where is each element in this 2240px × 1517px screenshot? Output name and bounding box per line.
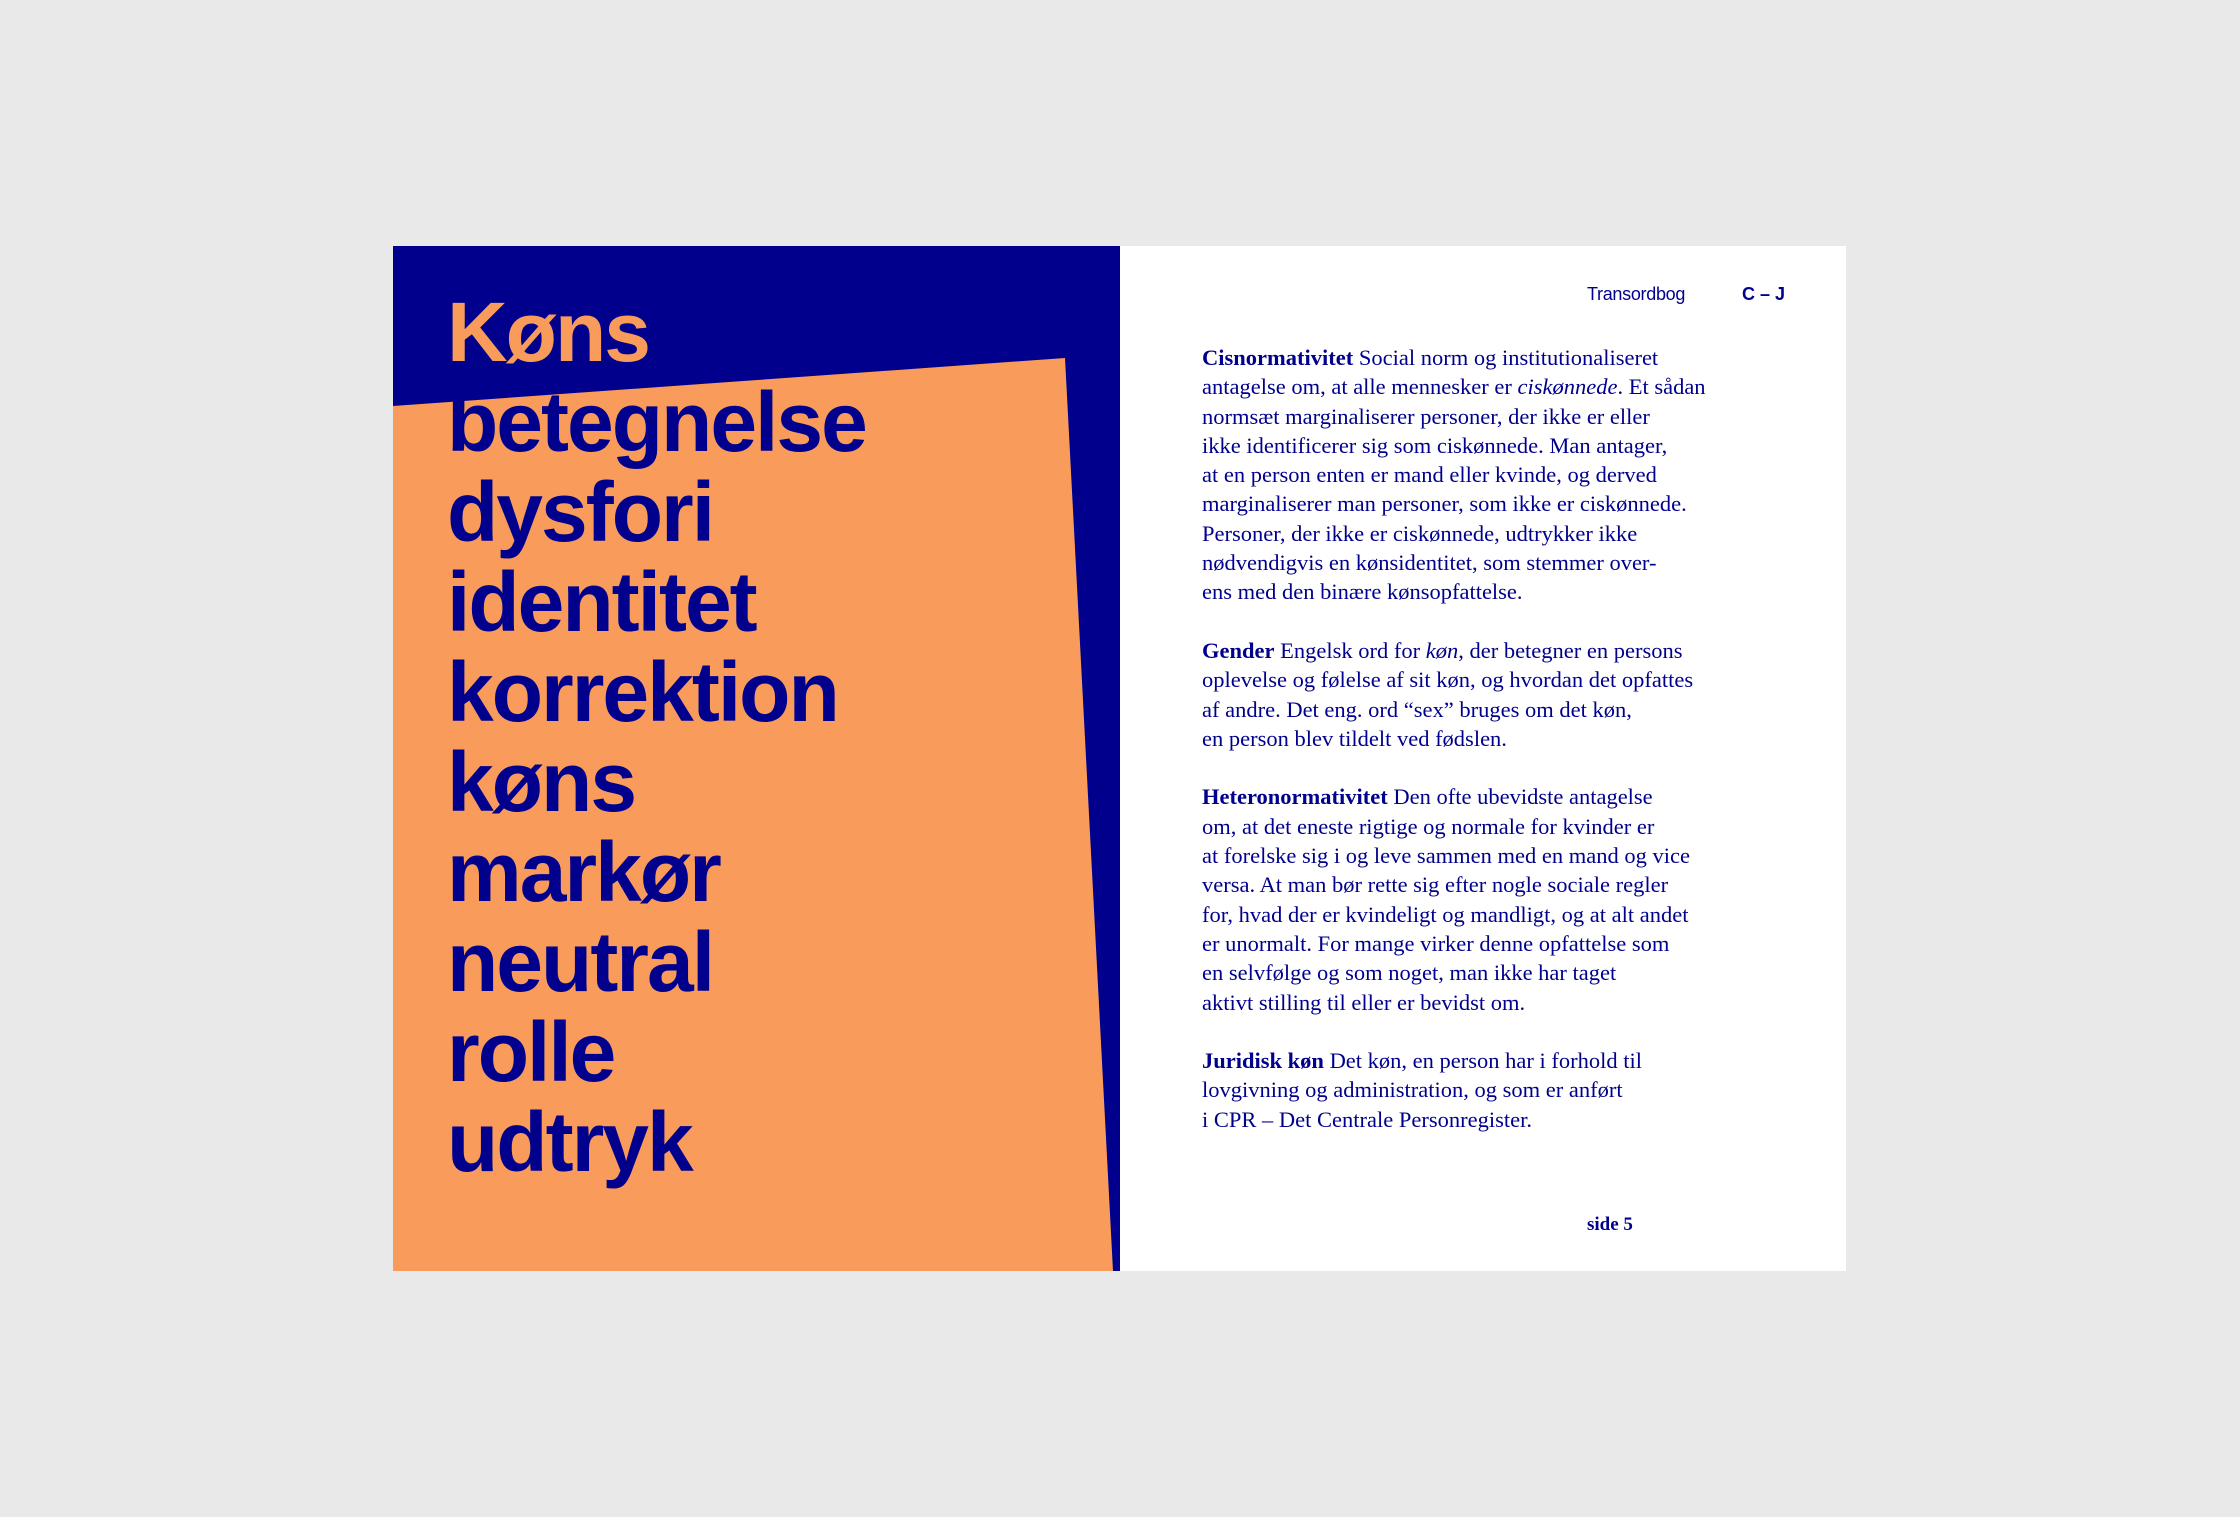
word-udtryk: udtryk <box>447 1095 692 1189</box>
entry-line: versa. At man bør rette sig efter nogle sociale regler <box>1202 872 1669 898</box>
entry-emphasis: ciskønnede <box>1517 374 1618 400</box>
entry-juridisk-kon <box>1202 1046 1802 1134</box>
entry-term: Cisnormativitet <box>1202 345 1354 370</box>
entry-line: en selvfølge og som noget, man ikke har taget <box>1202 960 1617 986</box>
entry-line: normsæt marginaliserer personer, der ikke er eller <box>1202 403 1650 429</box>
entry-line: om, at det eneste rigtige og normale for kvinder er <box>1202 813 1655 839</box>
word-identitet: identitet <box>447 555 756 649</box>
entry-line: nødvendigvis en kønsidentitet, som stemmer over- <box>1202 550 1657 576</box>
entry-term: Juridisk køn <box>1202 1048 1324 1074</box>
entry-text: . Et sådan <box>1617 374 1706 400</box>
entry-line: ikke identificerer sig som ciskønnede. Man antager, <box>1202 432 1668 458</box>
running-head-title: Transordbog <box>1587 284 1686 304</box>
entry-line: marginaliserer man personer, som ikke er ciskønnede. <box>1202 491 1687 517</box>
book-spread <box>393 246 1846 1271</box>
entry-line: lovgivning og administration, og som er anført <box>1202 1077 1623 1103</box>
entry-line: oplevelse og følelse af sit køn, og hvordan det opfattes <box>1202 667 1694 693</box>
running-head-range: C – J <box>1742 284 1786 304</box>
kons-word-list <box>447 287 866 1187</box>
entry-line: at forelske sig i og leve sammen med en mand og vice <box>1202 843 1690 869</box>
entry-line: i CPR – Det Centrale Personregister. <box>1202 1106 1532 1132</box>
entry-text: Den ofte ubevidste antagelse <box>1387 784 1653 810</box>
entry-line <box>1202 782 1802 811</box>
word-betegnelse: betegnelse <box>447 375 866 469</box>
entry-text: Engelsk ord for <box>1274 637 1426 663</box>
entry-line: for, hvad der er kvindeligt og mandligt, og at alt andet <box>1202 901 1689 927</box>
entry-line: er unormalt. For mange virker denne opfattelse som <box>1202 930 1670 956</box>
entry-heteronormativitet <box>1202 782 1802 1016</box>
entry-text: antagelse om, at alle mennesker er <box>1202 374 1518 400</box>
page-number: side 5 <box>1587 1214 1633 1235</box>
entry-line <box>1202 343 1802 372</box>
entry-cisnormativitet <box>1202 343 1802 607</box>
entry-line <box>1202 372 1802 401</box>
word-kons-heading: Køns <box>447 285 649 379</box>
entry-text: Det køn, en person har i forhold til <box>1323 1048 1642 1074</box>
entry-line <box>1202 636 1802 665</box>
left-page <box>393 246 1120 1271</box>
entry-line: af andre. Det eng. ord “sex” bruges om det køn, <box>1202 696 1632 722</box>
entry-line: at en person enten er mand eller kvinde, og derved <box>1202 462 1657 488</box>
word-rolle: rolle <box>447 1005 615 1099</box>
entry-term: Heteronormativitet <box>1202 784 1388 810</box>
entry-line: aktivt stilling til eller er bevidst om. <box>1202 989 1526 1015</box>
entry-text: , der betegner en persons <box>1458 637 1683 663</box>
running-head <box>1120 284 1846 314</box>
word-neutral: neutral <box>447 915 714 1009</box>
word-korrektion: korrektion <box>447 645 838 739</box>
glossary-entries <box>1202 343 1802 1163</box>
entry-text: Social norm og institutionaliseret <box>1353 345 1659 370</box>
entry-line: Personer, der ikke er ciskønnede, udtrykker ikke <box>1202 520 1638 546</box>
entry-gender <box>1202 636 1802 753</box>
word-kons: køns <box>447 735 636 829</box>
word-dysfori: dysfori <box>447 465 714 559</box>
word-markor: markør <box>447 825 720 919</box>
entry-line: ens med den binære kønsopfattelse. <box>1202 579 1523 605</box>
entry-line <box>1202 1046 1802 1075</box>
entry-emphasis: køn <box>1425 637 1459 663</box>
entry-line: en person blev tildelt ved fødslen. <box>1202 725 1507 751</box>
entry-term: Gender <box>1202 637 1275 663</box>
right-page <box>1120 246 1846 1271</box>
